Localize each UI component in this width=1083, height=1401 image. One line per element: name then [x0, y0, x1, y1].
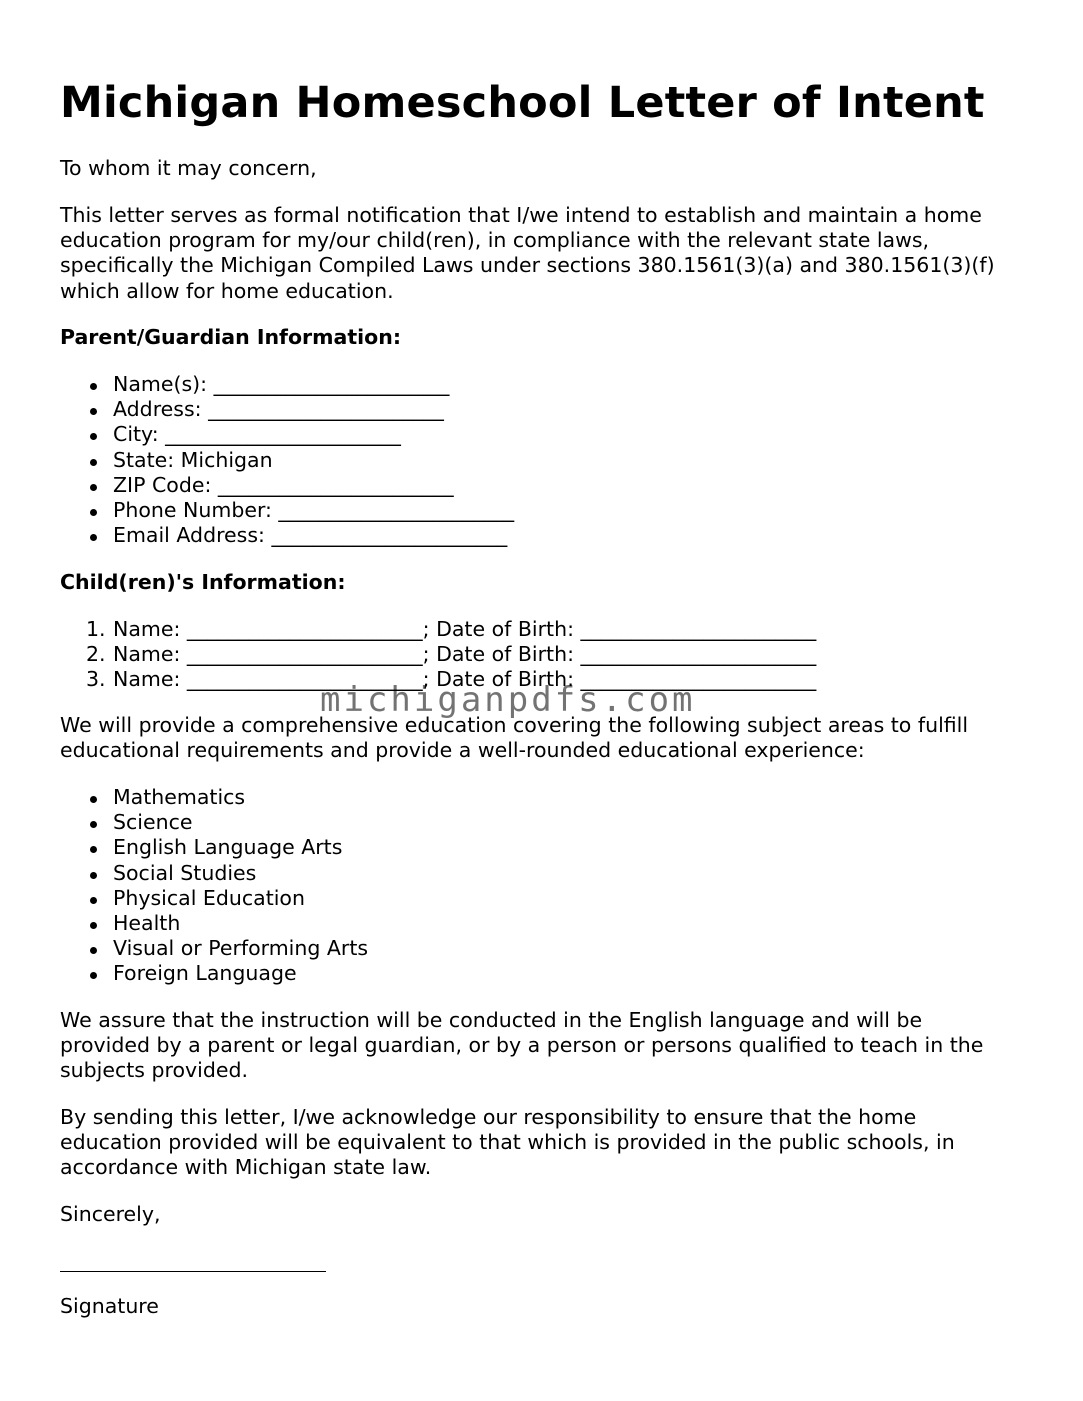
subjects-intro-line: We will provide a comprehensive education covering the following subject areas to fulfill [60, 713, 969, 737]
bullet-icon [90, 383, 97, 390]
bullet-icon [90, 821, 97, 828]
parent-info-list [60, 372, 1035, 548]
assurance-line: provided by a parent or legal guardian, or by a person or persons qualified to teach in the [60, 1033, 984, 1058]
signature-label: Signature [60, 1294, 159, 1318]
page-title: Michigan Homeschool Letter of Intent [60, 78, 985, 128]
acknowledge-paragraph [60, 1105, 1035, 1181]
acknowledge-line: By sending this letter, I/we acknowledge our responsibility to ensure that the home [60, 1105, 917, 1129]
list-item: Social Studies [60, 861, 1035, 886]
list-item: 1. Name: _______________________; Date of Birth: _______________________ [86, 617, 817, 641]
closing: Sincerely, [60, 1202, 161, 1226]
list-item: Physical Education [60, 886, 1035, 911]
intro-line: specifically the Michigan Compiled Laws under sections 380.1561(3)(a) and 380.1561(3)(f) [60, 253, 995, 278]
bullet-icon [90, 534, 97, 541]
bullet-icon [90, 872, 97, 879]
intro-line: education program for my/our child(ren), in compliance with the relevant state laws, [60, 228, 930, 253]
subjects-intro-line: educational requirements and provide a well-rounded educational experience: [60, 738, 865, 763]
assurance-line: subjects provided. [60, 1058, 249, 1083]
list-item: Name(s): _______________________ [60, 372, 1035, 397]
assurance-paragraph [60, 1008, 1035, 1084]
children-info-heading: Child(ren)'s Information: [60, 570, 346, 594]
list-item: English Language Arts [60, 835, 1035, 860]
salutation: To whom it may concern, [60, 156, 317, 180]
bullet-icon [90, 972, 97, 979]
bullet-icon [90, 947, 97, 954]
list-item: 3. Name: _______________________; Date of Birth: _______________________ [86, 667, 817, 692]
bullet-icon [90, 922, 97, 929]
intro-paragraph [60, 203, 1035, 304]
assurance-line: We assure that the instruction will be conducted in the English language and will be [60, 1008, 923, 1032]
subjects-intro-paragraph [60, 713, 1035, 763]
list-item: Mathematics [60, 785, 1035, 810]
bullet-icon [90, 509, 97, 516]
bullet-icon [90, 459, 97, 466]
bullet-icon [90, 433, 97, 440]
list-item: State: Michigan [60, 448, 1035, 473]
list-item: Science [60, 810, 1035, 835]
bullet-icon [90, 846, 97, 853]
list-item: Foreign Language [60, 961, 1035, 986]
intro-line: This letter serves as formal notification that I/we intend to establish and maintain a home [60, 203, 982, 227]
acknowledge-line: education provided will be equivalent to that which is provided in the public schools, in [60, 1130, 955, 1155]
parent-info-heading: Parent/Guardian Information: [60, 325, 402, 349]
list-item: 2. Name: _______________________; Date of Birth: _______________________ [86, 642, 817, 667]
list-item: Visual or Performing Arts [60, 936, 1035, 961]
list-item: Phone Number: _______________________ [60, 498, 1035, 523]
list-item: Health [60, 911, 1035, 936]
list-item: Address: _______________________ [60, 397, 1035, 422]
list-item: City: _______________________ [60, 422, 1035, 447]
list-item: Email Address: _______________________ [60, 523, 1035, 548]
list-item: ZIP Code: _______________________ [60, 473, 1035, 498]
intro-line: which allow for home education. [60, 278, 394, 303]
bullet-icon [90, 408, 97, 415]
bullet-icon [90, 897, 97, 904]
signature-line [60, 1271, 326, 1272]
watermark: michiganpdfs.com [320, 680, 696, 720]
bullet-icon [90, 796, 97, 803]
subjects-list [60, 785, 1035, 987]
acknowledge-line: accordance with Michigan state law. [60, 1155, 432, 1180]
bullet-icon [90, 484, 97, 491]
